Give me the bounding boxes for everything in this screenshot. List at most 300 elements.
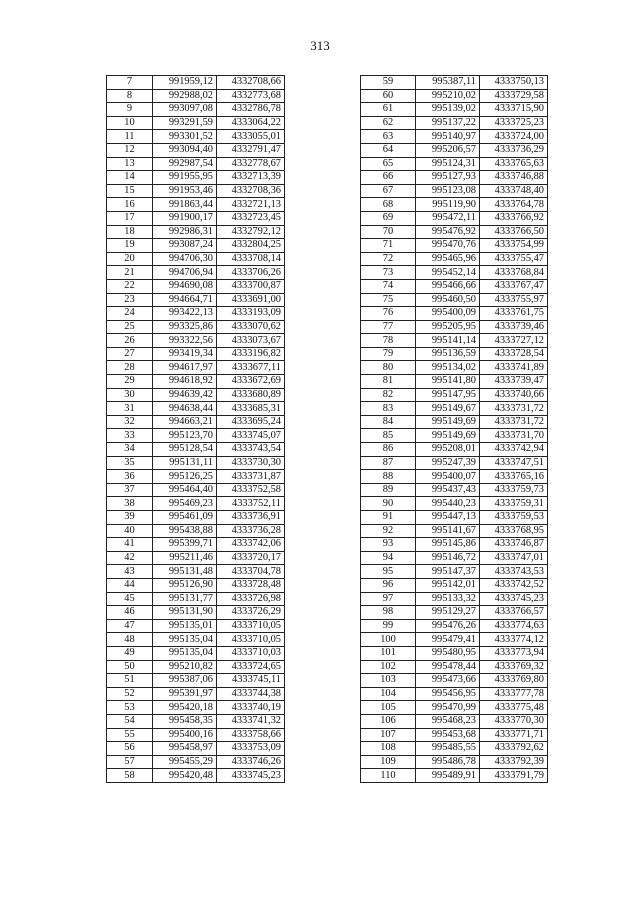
- point-number-cell: 57: [107, 755, 153, 769]
- x-coordinate-cell: 995206,57: [416, 143, 480, 157]
- table-row: [361, 497, 548, 511]
- y-coordinate-cell: 4333758,66: [217, 728, 285, 742]
- x-coordinate-cell: 995466,66: [416, 279, 480, 293]
- x-coordinate-cell: 993325,86: [153, 320, 217, 334]
- table-row: [361, 184, 548, 198]
- y-coordinate-cell: 4333724,00: [480, 130, 548, 144]
- x-coordinate-cell: 995131,48: [153, 565, 217, 579]
- table-row: [107, 415, 285, 429]
- y-coordinate-cell: 4333745,23: [217, 769, 285, 783]
- point-number-cell: 106: [361, 714, 416, 728]
- point-number-cell: 18: [107, 225, 153, 239]
- table-row: [361, 714, 548, 728]
- point-number-cell: 44: [107, 578, 153, 592]
- table-row: [361, 755, 548, 769]
- point-number-cell: 85: [361, 429, 416, 443]
- point-number-cell: 107: [361, 728, 416, 742]
- point-number-cell: 65: [361, 157, 416, 171]
- y-coordinate-cell: 4333752,11: [217, 497, 285, 511]
- x-coordinate-cell: 995131,90: [153, 606, 217, 620]
- x-coordinate-cell: 995460,50: [416, 293, 480, 307]
- x-coordinate-cell: 995135,04: [153, 646, 217, 660]
- table-row: [107, 443, 285, 457]
- point-number-cell: 53: [107, 701, 153, 715]
- x-coordinate-cell: 995465,96: [416, 252, 480, 266]
- x-coordinate-cell: 995129,27: [416, 606, 480, 620]
- table-row: [107, 742, 285, 756]
- x-coordinate-cell: 995147,95: [416, 388, 480, 402]
- point-number-cell: 49: [107, 646, 153, 660]
- point-number-cell: 7: [107, 76, 153, 90]
- point-number-cell: 20: [107, 252, 153, 266]
- y-coordinate-cell: 4333710,05: [217, 619, 285, 633]
- table-row: [361, 211, 548, 225]
- y-coordinate-cell: 4333761,75: [480, 307, 548, 321]
- x-coordinate-cell: 995135,01: [153, 619, 217, 633]
- table-row: [361, 769, 548, 783]
- table-row: [107, 293, 285, 307]
- point-number-cell: 87: [361, 456, 416, 470]
- table-row: [107, 157, 285, 171]
- table-row: [361, 116, 548, 130]
- table-row: [107, 538, 285, 552]
- x-coordinate-cell: 994638,44: [153, 402, 217, 416]
- y-coordinate-cell: 4333700,87: [217, 279, 285, 293]
- y-coordinate-cell: 4333708,14: [217, 252, 285, 266]
- table-row: [361, 402, 548, 416]
- x-coordinate-cell: 992987,54: [153, 157, 217, 171]
- y-coordinate-cell: 4333672,69: [217, 375, 285, 389]
- x-coordinate-cell: 994706,94: [153, 266, 217, 280]
- table-row: [361, 388, 548, 402]
- point-number-cell: 78: [361, 334, 416, 348]
- point-number-cell: 66: [361, 171, 416, 185]
- x-coordinate-cell: 991955,95: [153, 171, 217, 185]
- y-coordinate-cell: 4333765,63: [480, 157, 548, 171]
- y-coordinate-cell: 4333773,94: [480, 646, 548, 660]
- y-coordinate-cell: 4333728,54: [480, 347, 548, 361]
- point-number-cell: 11: [107, 130, 153, 144]
- x-coordinate-cell: 995458,97: [153, 742, 217, 756]
- point-number-cell: 17: [107, 211, 153, 225]
- table-row: [107, 116, 285, 130]
- x-coordinate-cell: 995400,09: [416, 307, 480, 321]
- x-coordinate-cell: 995133,32: [416, 592, 480, 606]
- y-coordinate-cell: 4333769,80: [480, 674, 548, 688]
- y-coordinate-cell: 4333792,39: [480, 755, 548, 769]
- point-number-cell: 9: [107, 103, 153, 117]
- y-coordinate-cell: 4333070,62: [217, 320, 285, 334]
- x-coordinate-cell: 995141,14: [416, 334, 480, 348]
- x-coordinate-cell: 993419,34: [153, 347, 217, 361]
- table-row: [361, 130, 548, 144]
- y-coordinate-cell: 4333759,73: [480, 483, 548, 497]
- point-number-cell: 70: [361, 225, 416, 239]
- point-number-cell: 62: [361, 116, 416, 130]
- point-number-cell: 23: [107, 293, 153, 307]
- table-row: [361, 565, 548, 579]
- table-row: [107, 184, 285, 198]
- x-coordinate-cell: 995486,78: [416, 755, 480, 769]
- point-number-cell: 63: [361, 130, 416, 144]
- x-coordinate-cell: 995141,67: [416, 524, 480, 538]
- x-coordinate-cell: 995135,04: [153, 633, 217, 647]
- x-coordinate-cell: 993322,56: [153, 334, 217, 348]
- table-row: [361, 592, 548, 606]
- point-number-cell: 56: [107, 742, 153, 756]
- table-row: [107, 388, 285, 402]
- x-coordinate-cell: 991900,17: [153, 211, 217, 225]
- point-number-cell: 14: [107, 171, 153, 185]
- y-coordinate-cell: 4333726,98: [217, 592, 285, 606]
- table-row: [361, 551, 548, 565]
- table-row: [107, 619, 285, 633]
- point-number-cell: 15: [107, 184, 153, 198]
- point-number-cell: 16: [107, 198, 153, 212]
- y-coordinate-cell: 4333747,51: [480, 456, 548, 470]
- point-number-cell: 99: [361, 619, 416, 633]
- x-coordinate-cell: 991959,12: [153, 76, 217, 90]
- table-row: [361, 143, 548, 157]
- point-number-cell: 97: [361, 592, 416, 606]
- point-number-cell: 91: [361, 511, 416, 525]
- y-coordinate-cell: 4332786,78: [217, 103, 285, 117]
- x-coordinate-cell: 995400,16: [153, 728, 217, 742]
- point-number-cell: 60: [361, 89, 416, 103]
- y-coordinate-cell: 4333695,24: [217, 415, 285, 429]
- table-row: [361, 375, 548, 389]
- table-row: [107, 660, 285, 674]
- point-number-cell: 37: [107, 483, 153, 497]
- y-coordinate-cell: 4333768,95: [480, 524, 548, 538]
- table-row: [361, 320, 548, 334]
- y-coordinate-cell: 4333775,48: [480, 701, 548, 715]
- table-row: [107, 171, 285, 185]
- y-coordinate-cell: 4332713,39: [217, 171, 285, 185]
- point-number-cell: 94: [361, 551, 416, 565]
- x-coordinate-cell: 995127,93: [416, 171, 480, 185]
- y-coordinate-cell: 4332792,12: [217, 225, 285, 239]
- point-number-cell: 48: [107, 633, 153, 647]
- point-number-cell: 39: [107, 511, 153, 525]
- y-coordinate-cell: 4333727,12: [480, 334, 548, 348]
- point-number-cell: 98: [361, 606, 416, 620]
- point-number-cell: 47: [107, 619, 153, 633]
- y-coordinate-cell: 4333731,72: [480, 402, 548, 416]
- table-row: [361, 361, 548, 375]
- point-number-cell: 103: [361, 674, 416, 688]
- x-coordinate-cell: 994706,30: [153, 252, 217, 266]
- y-coordinate-cell: 4333726,29: [217, 606, 285, 620]
- y-coordinate-cell: 4333724,65: [217, 660, 285, 674]
- point-number-cell: 81: [361, 375, 416, 389]
- table-row: [107, 375, 285, 389]
- x-coordinate-cell: 993291,59: [153, 116, 217, 130]
- y-coordinate-cell: 4333791,79: [480, 769, 548, 783]
- x-coordinate-cell: 993422,13: [153, 307, 217, 321]
- x-coordinate-cell: 995440,23: [416, 497, 480, 511]
- y-coordinate-cell: 4333748,40: [480, 184, 548, 198]
- point-number-cell: 58: [107, 769, 153, 783]
- y-coordinate-cell: 4333759,53: [480, 511, 548, 525]
- y-coordinate-cell: 4333740,19: [217, 701, 285, 715]
- table-row: [107, 239, 285, 253]
- point-number-cell: 13: [107, 157, 153, 171]
- y-coordinate-cell: 4333770,30: [480, 714, 548, 728]
- point-number-cell: 84: [361, 415, 416, 429]
- y-coordinate-cell: 4332804,25: [217, 239, 285, 253]
- point-number-cell: 36: [107, 470, 153, 484]
- y-coordinate-cell: 4333064,22: [217, 116, 285, 130]
- table-row: [107, 89, 285, 103]
- y-coordinate-cell: 4333764,78: [480, 198, 548, 212]
- y-coordinate-cell: 4333768,84: [480, 266, 548, 280]
- y-coordinate-cell: 4333771,71: [480, 728, 548, 742]
- y-coordinate-cell: 4333753,09: [217, 742, 285, 756]
- y-coordinate-cell: 4333736,28: [217, 524, 285, 538]
- point-number-cell: 25: [107, 320, 153, 334]
- x-coordinate-cell: 995399,71: [153, 538, 217, 552]
- point-number-cell: 69: [361, 211, 416, 225]
- point-number-cell: 40: [107, 524, 153, 538]
- x-coordinate-cell: 995247,39: [416, 456, 480, 470]
- table-row: [107, 728, 285, 742]
- x-coordinate-cell: 995438,88: [153, 524, 217, 538]
- x-coordinate-cell: 995473,66: [416, 674, 480, 688]
- table-row: [107, 103, 285, 117]
- x-coordinate-cell: 993301,52: [153, 130, 217, 144]
- table-row: [107, 565, 285, 579]
- y-coordinate-cell: 4333677,11: [217, 361, 285, 375]
- x-coordinate-cell: 994664,71: [153, 293, 217, 307]
- x-coordinate-cell: 995146,72: [416, 551, 480, 565]
- page-number: 313: [310, 38, 330, 53]
- table-row: [361, 578, 548, 592]
- y-coordinate-cell: 4332708,66: [217, 76, 285, 90]
- y-coordinate-cell: 4333746,88: [480, 171, 548, 185]
- x-coordinate-cell: 992986,31: [153, 225, 217, 239]
- point-number-cell: 19: [107, 239, 153, 253]
- point-number-cell: 41: [107, 538, 153, 552]
- y-coordinate-cell: 4333731,72: [480, 415, 548, 429]
- table-row: [361, 742, 548, 756]
- y-coordinate-cell: 4333759,31: [480, 497, 548, 511]
- point-number-cell: 34: [107, 443, 153, 457]
- y-coordinate-cell: 4333740,66: [480, 388, 548, 402]
- x-coordinate-cell: 995131,11: [153, 456, 217, 470]
- table-row: [107, 76, 285, 90]
- y-coordinate-cell: 4333739,47: [480, 375, 548, 389]
- x-coordinate-cell: 993097,08: [153, 103, 217, 117]
- y-coordinate-cell: 4333744,38: [217, 687, 285, 701]
- x-coordinate-cell: 995149,69: [416, 429, 480, 443]
- table-row: [361, 334, 548, 348]
- table-row: [361, 89, 548, 103]
- table-row: [107, 769, 285, 783]
- y-coordinate-cell: 4332791,47: [217, 143, 285, 157]
- y-coordinate-cell: 4333766,57: [480, 606, 548, 620]
- point-number-cell: 55: [107, 728, 153, 742]
- y-coordinate-cell: 4333777,78: [480, 687, 548, 701]
- point-number-cell: 30: [107, 388, 153, 402]
- table-row: [361, 606, 548, 620]
- point-number-cell: 35: [107, 456, 153, 470]
- x-coordinate-cell: 995480,95: [416, 646, 480, 660]
- y-coordinate-cell: 4333729,58: [480, 89, 548, 103]
- point-number-cell: 108: [361, 742, 416, 756]
- y-coordinate-cell: 4333730,30: [217, 456, 285, 470]
- table-row: [361, 660, 548, 674]
- y-coordinate-cell: 4333720,17: [217, 551, 285, 565]
- table-row: [107, 279, 285, 293]
- x-coordinate-cell: 991953,46: [153, 184, 217, 198]
- point-number-cell: 21: [107, 266, 153, 280]
- y-coordinate-cell: 4333747,01: [480, 551, 548, 565]
- x-coordinate-cell: 995469,23: [153, 497, 217, 511]
- y-coordinate-cell: 4333746,87: [480, 538, 548, 552]
- y-coordinate-cell: 4333742,94: [480, 443, 548, 457]
- x-coordinate-cell: 994618,92: [153, 375, 217, 389]
- x-coordinate-cell: 995210,02: [416, 89, 480, 103]
- point-number-cell: 29: [107, 375, 153, 389]
- point-number-cell: 32: [107, 415, 153, 429]
- y-coordinate-cell: 4333769,32: [480, 660, 548, 674]
- table-row: [361, 198, 548, 212]
- point-number-cell: 33: [107, 429, 153, 443]
- table-row: [361, 483, 548, 497]
- point-number-cell: 22: [107, 279, 153, 293]
- x-coordinate-cell: 995470,99: [416, 701, 480, 715]
- table-row: [361, 171, 548, 185]
- coordinates-table-right: [360, 75, 548, 783]
- y-coordinate-cell: 4333767,47: [480, 279, 548, 293]
- y-coordinate-cell: 4333766,50: [480, 225, 548, 239]
- point-number-cell: 12: [107, 143, 153, 157]
- table-row: [107, 456, 285, 470]
- point-number-cell: 82: [361, 388, 416, 402]
- table-row: [107, 687, 285, 701]
- point-number-cell: 45: [107, 592, 153, 606]
- table-row: [361, 701, 548, 715]
- point-number-cell: 28: [107, 361, 153, 375]
- point-number-cell: 54: [107, 714, 153, 728]
- y-coordinate-cell: 4332708,36: [217, 184, 285, 198]
- y-coordinate-cell: 4333193,09: [217, 307, 285, 321]
- x-coordinate-cell: 995458,35: [153, 714, 217, 728]
- x-coordinate-cell: 994663,21: [153, 415, 217, 429]
- point-number-cell: 31: [107, 402, 153, 416]
- y-coordinate-cell: 4333710,03: [217, 646, 285, 660]
- x-coordinate-cell: 995149,69: [416, 415, 480, 429]
- table-row: [107, 633, 285, 647]
- point-number-cell: 50: [107, 660, 153, 674]
- x-coordinate-cell: 995210,82: [153, 660, 217, 674]
- point-number-cell: 67: [361, 184, 416, 198]
- y-coordinate-cell: 4333710,05: [217, 633, 285, 647]
- y-coordinate-cell: 4333706,26: [217, 266, 285, 280]
- point-number-cell: 43: [107, 565, 153, 579]
- table-row: [361, 728, 548, 742]
- x-coordinate-cell: 995461,09: [153, 511, 217, 525]
- table-row: [361, 293, 548, 307]
- point-number-cell: 26: [107, 334, 153, 348]
- x-coordinate-cell: 995211,46: [153, 551, 217, 565]
- x-coordinate-cell: 995142,01: [416, 578, 480, 592]
- y-coordinate-cell: 4333745,23: [480, 592, 548, 606]
- table-row: [361, 225, 548, 239]
- table-row: [361, 239, 548, 253]
- x-coordinate-cell: 995420,48: [153, 769, 217, 783]
- point-number-cell: 92: [361, 524, 416, 538]
- table-row: [107, 334, 285, 348]
- x-coordinate-cell: 995485,55: [416, 742, 480, 756]
- table-row: [107, 361, 285, 375]
- y-coordinate-cell: 4333766,92: [480, 211, 548, 225]
- y-coordinate-cell: 4333743,53: [480, 565, 548, 579]
- x-coordinate-cell: 994690,08: [153, 279, 217, 293]
- x-coordinate-cell: 995468,23: [416, 714, 480, 728]
- table-row: [107, 551, 285, 565]
- x-coordinate-cell: 995128,54: [153, 443, 217, 457]
- y-coordinate-cell: 4332773,68: [217, 89, 285, 103]
- table-row: [361, 687, 548, 701]
- y-coordinate-cell: 4333739,46: [480, 320, 548, 334]
- x-coordinate-cell: 993087,24: [153, 239, 217, 253]
- x-coordinate-cell: 995126,90: [153, 578, 217, 592]
- table-row: [361, 443, 548, 457]
- point-number-cell: 68: [361, 198, 416, 212]
- point-number-cell: 86: [361, 443, 416, 457]
- x-coordinate-cell: 995126,25: [153, 470, 217, 484]
- table-row: [361, 633, 548, 647]
- table-row: [107, 701, 285, 715]
- y-coordinate-cell: 4332721,13: [217, 198, 285, 212]
- table-row: [361, 674, 548, 688]
- point-number-cell: 8: [107, 89, 153, 103]
- table-row: [107, 524, 285, 538]
- point-number-cell: 64: [361, 143, 416, 157]
- y-coordinate-cell: 4333728,48: [217, 578, 285, 592]
- table-row: [107, 646, 285, 660]
- point-number-cell: 46: [107, 606, 153, 620]
- x-coordinate-cell: 995391,97: [153, 687, 217, 701]
- y-coordinate-cell: 4333745,07: [217, 429, 285, 443]
- x-coordinate-cell: 995123,70: [153, 429, 217, 443]
- point-number-cell: 72: [361, 252, 416, 266]
- point-number-cell: 100: [361, 633, 416, 647]
- x-coordinate-cell: 995147,37: [416, 565, 480, 579]
- table-row: [361, 103, 548, 117]
- table-row: [361, 646, 548, 660]
- y-coordinate-cell: 4333746,26: [217, 755, 285, 769]
- table-row: [107, 347, 285, 361]
- table-row: [361, 538, 548, 552]
- x-coordinate-cell: 995455,29: [153, 755, 217, 769]
- x-coordinate-cell: 995141,80: [416, 375, 480, 389]
- point-number-cell: 109: [361, 755, 416, 769]
- table-row: [361, 456, 548, 470]
- point-number-cell: 83: [361, 402, 416, 416]
- x-coordinate-cell: 995447,13: [416, 511, 480, 525]
- y-coordinate-cell: 4333725,23: [480, 116, 548, 130]
- y-coordinate-cell: 4333755,97: [480, 293, 548, 307]
- table-row: [361, 347, 548, 361]
- x-coordinate-cell: 995437,43: [416, 483, 480, 497]
- y-coordinate-cell: 4333752,58: [217, 483, 285, 497]
- y-coordinate-cell: 4333073,67: [217, 334, 285, 348]
- table-row: [107, 606, 285, 620]
- x-coordinate-cell: 995476,92: [416, 225, 480, 239]
